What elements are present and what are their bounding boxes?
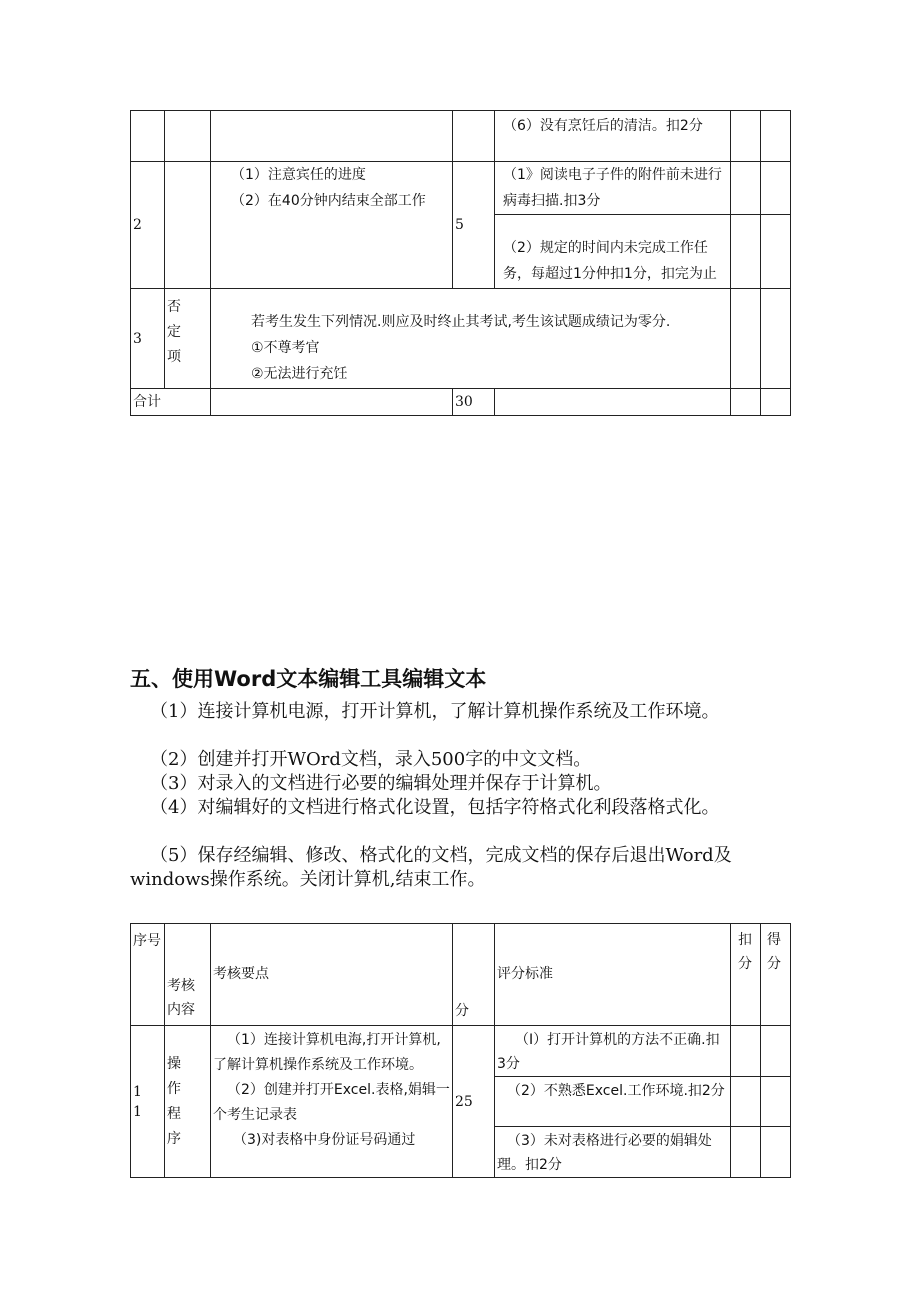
- veto-text: ①不尊考官: [251, 340, 320, 356]
- criteria-text: （6）没有烹饪后的清洁。扣2分: [503, 118, 703, 134]
- category-char: 操: [167, 1056, 181, 1072]
- cell-criteria: [495, 389, 731, 416]
- cell-got: [761, 1127, 791, 1178]
- cell-score: 5: [453, 162, 495, 289]
- header-deduct-char: 扣: [738, 932, 752, 948]
- cell-points: [211, 389, 453, 416]
- category-char: 序: [167, 1131, 181, 1147]
- cell-deduct: [731, 289, 761, 389]
- cell-points: [211, 111, 453, 162]
- header-got: [761, 924, 791, 1026]
- step-text: （4）对编辑好的文档进行格式化设置，包括字符格式化利段落格式化。: [150, 797, 720, 818]
- cell-total-score: 30: [453, 389, 495, 416]
- point-text: （2）在40分钟内结束全部工作: [231, 193, 426, 209]
- table-header-row: [131, 924, 791, 1026]
- category-char: 程: [167, 1106, 181, 1122]
- header-criteria: 评分标准: [495, 924, 731, 1026]
- category-char: 否: [167, 299, 181, 315]
- cell-category: [165, 289, 211, 389]
- cell-category: [165, 162, 211, 289]
- cell-got: [761, 289, 791, 389]
- point-text: （2）创建并打开Excel.表格,娟辑一个考生记录表: [213, 1082, 450, 1123]
- cell-got: [761, 215, 791, 289]
- cell-deduct: [731, 215, 761, 289]
- criteria-text: （1》阅读电子子件的附件前未进行病毒扫描.扣3分: [503, 167, 722, 209]
- criteria-text: （I）打开计算机的方法不正确.扣3分: [497, 1032, 720, 1072]
- criteria-text: （2）规定的时间内未完成工作任务，每超过1分仲扣1分，扣完为止: [503, 240, 717, 282]
- veto-text: ②无法进行充饪: [251, 366, 348, 382]
- criteria-text: （2）不熟悉Excel.工作环境.扣2分: [507, 1083, 725, 1099]
- cell-deduct: [731, 111, 761, 162]
- cell-got: [761, 162, 791, 215]
- cell-got: [761, 389, 791, 416]
- cell-deduct: [731, 162, 761, 215]
- cell-no: [131, 111, 165, 162]
- table-row: [131, 389, 791, 416]
- cell-points: [211, 1026, 453, 1178]
- cell-deduct: [731, 389, 761, 416]
- cell-criteria: [495, 162, 731, 215]
- step-text: （3）对录入的文档进行必要的编辑处理并保存于计算机。: [150, 773, 612, 794]
- cell-total-label: 合计: [131, 389, 211, 416]
- cell-got: [761, 1026, 791, 1077]
- header-score: 分: [453, 924, 495, 1026]
- cell-deduct: [731, 1077, 761, 1127]
- cell-category: [165, 1026, 211, 1178]
- cell-no: [131, 1026, 165, 1178]
- header-content-line: 考核: [167, 978, 195, 994]
- criteria-text: （3）未对表格进行必要的娟辑处理。扣2分: [497, 1133, 712, 1173]
- scoring-table-word: [130, 923, 791, 1178]
- cell-score: 25: [453, 1026, 495, 1178]
- no-line: 1: [133, 1103, 142, 1120]
- step-text: （2）创建并打开WOrd文档，录入500字的中文文档。: [150, 749, 592, 770]
- header-no: 序号: [131, 924, 165, 1026]
- cell-criteria: [495, 1127, 731, 1178]
- cell-veto-rules: [211, 289, 731, 389]
- header-content-line: 内容: [167, 1002, 195, 1018]
- section-heading: 五、使用Word文本编辑工具编辑文本: [130, 667, 487, 691]
- scoring-table-top: [130, 110, 791, 416]
- header-deduct-char: 分: [738, 956, 752, 972]
- point-text: （1）注意宾任的进度: [231, 167, 366, 183]
- category-char: 定: [167, 324, 181, 340]
- cell-deduct: [731, 1026, 761, 1077]
- cell-no: 3: [131, 289, 165, 389]
- category-char: 作: [167, 1081, 181, 1097]
- header-got-char: 分: [767, 956, 781, 972]
- cell-score: [453, 111, 495, 162]
- cell-category: [165, 111, 211, 162]
- no-line: 1: [133, 1083, 142, 1100]
- step-text: （5）保存经编辑、修改、格式化的文档，完成文档的保存后退出Word及windows操作系统。关闭计算机,结束工作。: [130, 845, 732, 890]
- table-row: [131, 162, 791, 215]
- category-char: 项: [167, 349, 181, 365]
- header-content: [165, 924, 211, 1026]
- table-row: [131, 111, 791, 162]
- cell-points: [211, 162, 453, 289]
- cell-criteria: [495, 1026, 731, 1077]
- cell-criteria: [495, 215, 731, 289]
- header-points: 考核要点: [211, 924, 453, 1026]
- cell-no: 2: [131, 162, 165, 289]
- cell-deduct: [731, 1127, 761, 1178]
- step-text: （1）连接计算机电源，打开计算机，了解计算机操作系统及工作环境。: [150, 701, 720, 722]
- cell-got: [761, 111, 791, 162]
- cell-criteria: [495, 1077, 731, 1127]
- cell-got: [761, 1077, 791, 1127]
- header-deduct: [731, 924, 761, 1026]
- table-row: [131, 289, 791, 389]
- point-text: （3)对表格中身份证号码通过: [233, 1132, 416, 1148]
- cell-criteria: [495, 111, 731, 162]
- veto-text: 若考生发生下列情况.则应及时终止其考试,考生该试题成绩记为零分.: [251, 314, 671, 330]
- header-got-char: 得: [767, 932, 781, 948]
- table-row: [131, 1026, 791, 1077]
- point-text: （1）连接计算机电海,打开计算机,了解计算机操作系统及工作环境。: [213, 1032, 441, 1073]
